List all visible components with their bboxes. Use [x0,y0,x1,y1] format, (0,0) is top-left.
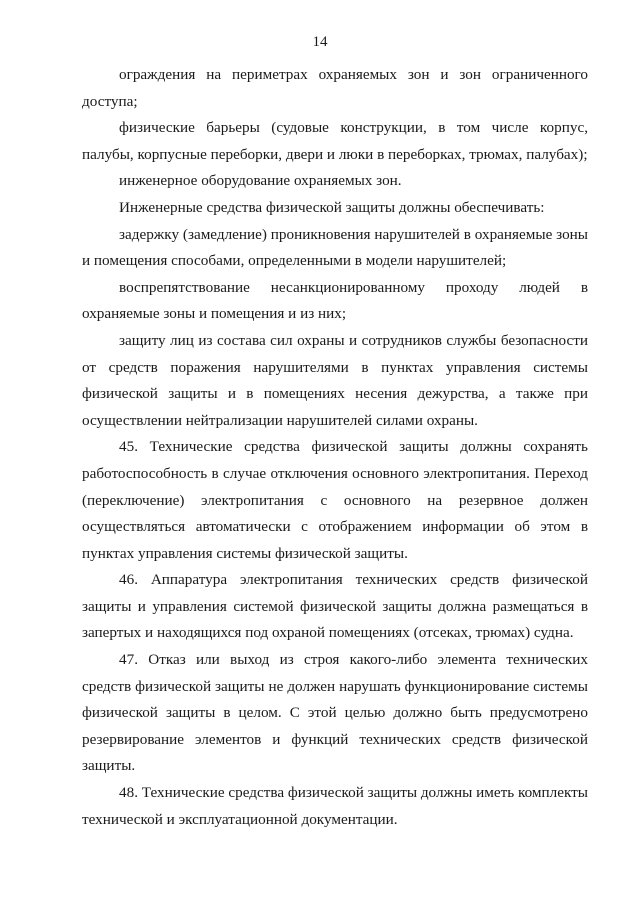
page-number: 14 [312,34,328,50]
paragraph-engineering-means-intro: Инженерные средства физической защиты должны обеспечивать: [119,198,545,216]
paragraph-48-documentation: 48. Технические средства физической защиты должны иметь комплекты технической и эксплуатационной документации. [82,784,588,828]
paragraph-fencing: ограждения на периметрах охраняемых зон и зон ограниченного доступа; [82,66,588,110]
paragraph-47-failure-redundancy: 47. Отказ или выход из строя какого-либо элемента технических средств физической защиты не должен нарушать функционирование системы физической защиты в целом. С этой целью должно быть предусмотрено резервирование элементов и функций технических средств физической защиты. [82,651,588,775]
paragraph-delay-penetration: задержку (замедление) проникновения нарушителей в охраняемые зоны и помещения способами, определенными в модели нарушителей; [82,225,588,270]
paragraph-prevent-access: воспрепятствование несанкционированному проходу людей в охраняемые зоны и помещения и из них; [82,278,588,323]
paragraph-engineering-equipment: инженерное оборудование охраняемых зон. [119,172,402,190]
document-body [82,62,588,833]
paragraph-45-power-supply: 45. Технические средства физической защиты должны сохранять работоспособность в случае отключения основного электропитания. Переход (переключение) электропитания с основного на резервное должен осуществляться автоматически с отображением информации об этом в пунктах управления системы физической защиты. [82,438,588,562]
paragraph-protect-personnel: защиту лиц из состава сил охраны и сотрудников службы безопасности от средств поражения нарушителями в пунктах управления системы физической защиты и в помещениях несения дежурства, а также при осуществлении нейтрализации нарушителей силами охраны. [82,331,588,429]
paragraph-physical-barriers: физические барьеры (судовые конструкции, в том числе корпус, палубы, корпусные переборки, двери и люки в переборках, трюмах, палубах); [82,119,588,163]
paragraph-46-power-equipment: 46. Аппаратура электропитания технических средств физической защиты и управления системой физической защиты должна размещаться в запертых и находящихся под охраной помещениях (отсеках, трюмах) судна. [82,571,588,642]
